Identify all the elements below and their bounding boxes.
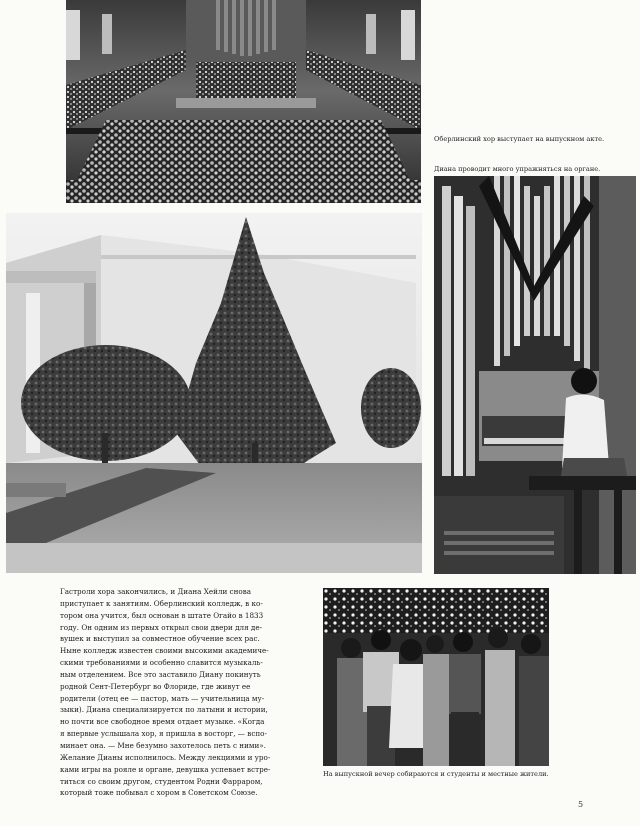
page-number: 5 — [578, 800, 584, 809]
article-line: Ныне колледж известен своими высокими академиче- — [60, 646, 269, 656]
article-line: минает она. — Мне безумно захотелось петь с ними». — [60, 740, 266, 750]
organ-photo-caption: Диана проводит много упражняться на органе. — [434, 165, 601, 173]
article-line: я впервые услышала хор, я пришла в восторг, — вспо- — [60, 729, 267, 739]
graduation-evening-photo — [323, 588, 549, 766]
article-line: ками игры на рояле и органе, девушка успевает встре- — [60, 764, 271, 774]
article-line: ным отделением. Все это заставило Диану покинуть — [60, 669, 261, 679]
article-line: приступает к занятиям. Оберлинский колледж, в ко- — [60, 598, 263, 608]
article-line: году. Он одним из первых открыл свои двери для де- — [60, 622, 263, 632]
article-line: зыки). Диана специализируется по латыни и истории, — [60, 705, 268, 715]
article-body — [60, 586, 286, 799]
college-building-photo — [6, 213, 422, 573]
article-line: титься со своим другом, студентом Родни Фарраром, — [60, 776, 263, 786]
article-line: но почти все свободное время отдает музыке. «Когда — [60, 717, 265, 727]
article-line: родной Сент-Петербург во Флориде, где живут ее — [60, 681, 251, 691]
organ-practice-photo — [434, 176, 636, 574]
choir-concert-photo — [66, 0, 421, 203]
article-line: Гастроли хора закончились, и Диана Хейли снова — [60, 587, 252, 596]
evening-photo-caption: На выпускной вечер собираются и студенты и местные жители. — [323, 770, 549, 778]
article-line: Желание Дианы исполнилось. Между лекциями и уро- — [60, 752, 271, 762]
article-line: тором она учится, был основан в штате Огайо в 1833 — [60, 610, 264, 620]
choir-photo-caption: Оберлинский хор выступает на выпускном акте. — [434, 135, 605, 143]
article-line: скими требованиями и особенно славится музыкаль- — [60, 658, 263, 668]
article-line: который тоже побывал с хором в Советском Союзе. — [60, 788, 258, 798]
article-line: вушек и выступил за совместное обучение всех рас. — [60, 634, 260, 644]
article-line: родители (отец ее — пастор, мать — учительница му- — [60, 693, 265, 703]
